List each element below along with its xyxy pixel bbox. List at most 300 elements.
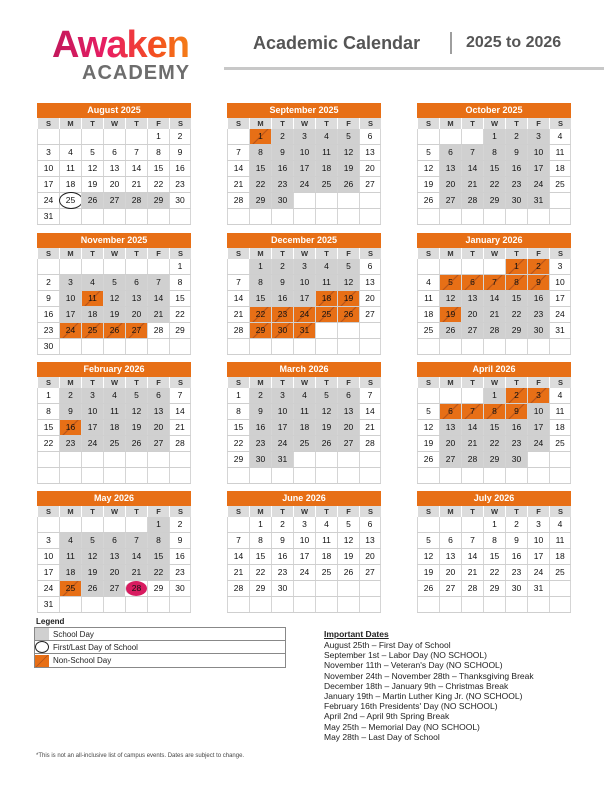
weekday-label: S xyxy=(227,248,249,259)
day-cell: 24 xyxy=(271,436,293,451)
day-cell: 9 xyxy=(271,275,293,290)
day-cell: 1 xyxy=(249,129,271,144)
day-cell: 17 xyxy=(37,565,59,580)
day-cell: 12 xyxy=(315,404,337,419)
weekday-label: F xyxy=(147,377,169,388)
day-cell: 24 xyxy=(37,581,59,596)
day-cell: 13 xyxy=(359,145,381,160)
weekday-label: S xyxy=(359,248,381,259)
week-row xyxy=(417,436,571,452)
week-row xyxy=(417,193,571,209)
empty-day-cell xyxy=(483,339,505,354)
empty-day-cell xyxy=(461,129,483,144)
weekday-header xyxy=(37,506,191,517)
day-cell: 7 xyxy=(169,388,191,403)
day-cell: 12 xyxy=(337,533,359,548)
empty-day-cell xyxy=(439,129,461,144)
day-cell: 27 xyxy=(439,193,461,208)
day-cell: 20 xyxy=(359,291,381,306)
week-row xyxy=(37,517,191,533)
day-cell: 19 xyxy=(337,161,359,176)
weekday-label: S xyxy=(37,118,59,129)
day-cell: 27 xyxy=(337,436,359,451)
empty-day-cell xyxy=(37,452,59,467)
day-cell: 4 xyxy=(315,259,337,274)
weekday-label: S xyxy=(37,248,59,259)
week-row xyxy=(227,161,381,177)
day-cell: 27 xyxy=(439,452,461,467)
day-cell: 6 xyxy=(439,533,461,548)
day-cell: 16 xyxy=(271,549,293,564)
day-cell: 21 xyxy=(461,565,483,580)
day-cell: 15 xyxy=(483,161,505,176)
day-cell: 13 xyxy=(461,291,483,306)
day-cell: 27 xyxy=(359,565,381,580)
empty-day-cell xyxy=(337,339,359,354)
day-cell: 27 xyxy=(147,436,169,451)
day-cell: 23 xyxy=(249,436,271,451)
day-cell: 5 xyxy=(103,275,125,290)
day-cell: 11 xyxy=(103,404,125,419)
day-cell: 27 xyxy=(359,177,381,192)
day-cell: 24 xyxy=(293,565,315,580)
month-title: November 2025 xyxy=(37,233,191,248)
day-cell: 14 xyxy=(461,161,483,176)
day-cell: 10 xyxy=(271,404,293,419)
weekday-label: M xyxy=(439,248,461,259)
empty-day-cell xyxy=(505,597,527,612)
week-row xyxy=(37,145,191,161)
day-cell: 5 xyxy=(337,259,359,274)
empty-day-cell xyxy=(549,452,571,467)
week-row xyxy=(37,581,191,597)
day-cell: 25 xyxy=(417,323,439,338)
day-cell: 17 xyxy=(271,420,293,435)
week-row xyxy=(37,436,191,452)
weekday-label: F xyxy=(147,506,169,517)
empty-day-cell xyxy=(549,193,571,208)
empty-day-cell xyxy=(169,597,191,612)
empty-day-cell xyxy=(505,209,527,224)
day-cell: 10 xyxy=(293,275,315,290)
day-cell: 4 xyxy=(59,533,81,548)
day-cell: 5 xyxy=(417,404,439,419)
weekday-label: F xyxy=(527,118,549,129)
month-title: July 2026 xyxy=(417,491,571,506)
week-row xyxy=(227,275,381,291)
week-row xyxy=(37,129,191,145)
day-cell: 8 xyxy=(483,404,505,419)
day-cell: 16 xyxy=(505,420,527,435)
weekday-label: M xyxy=(439,118,461,129)
important-date-item: April 2nd – April 9th Spring Break xyxy=(324,711,450,722)
weekday-label: M xyxy=(59,506,81,517)
day-cell: 30 xyxy=(271,323,293,338)
day-cell: 21 xyxy=(147,307,169,322)
week-row xyxy=(417,259,571,275)
day-cell: 13 xyxy=(439,549,461,564)
month-october-2025 xyxy=(417,103,571,225)
empty-day-cell xyxy=(125,339,147,354)
weekday-label: S xyxy=(417,248,439,259)
day-cell: 9 xyxy=(505,404,527,419)
empty-day-cell xyxy=(417,388,439,403)
day-cell: 15 xyxy=(483,420,505,435)
day-cell: 11 xyxy=(81,291,103,306)
logo-subtitle: ACADEMY xyxy=(82,62,191,84)
empty-day-cell xyxy=(549,597,571,612)
month-title: August 2025 xyxy=(37,103,191,118)
day-cell: 4 xyxy=(417,275,439,290)
day-cell: 22 xyxy=(249,177,271,192)
month-august-2025 xyxy=(37,103,191,225)
day-cell: 28 xyxy=(227,193,249,208)
day-cell: 26 xyxy=(81,581,103,596)
day-cell: 27 xyxy=(103,581,125,596)
day-cell: 11 xyxy=(59,161,81,176)
empty-day-cell xyxy=(271,209,293,224)
day-cell: 21 xyxy=(461,177,483,192)
day-cell: 13 xyxy=(439,420,461,435)
day-cell: 10 xyxy=(527,404,549,419)
academy-logo xyxy=(52,26,212,84)
empty-day-cell xyxy=(315,468,337,483)
week-row xyxy=(37,468,191,484)
day-cell: 16 xyxy=(59,420,81,435)
empty-day-cell xyxy=(527,468,549,483)
day-cell: 10 xyxy=(37,161,59,176)
empty-day-cell xyxy=(59,597,81,612)
week-row xyxy=(417,145,571,161)
legend-label: School Day xyxy=(53,629,94,639)
weekday-label: M xyxy=(59,377,81,388)
month-title: September 2025 xyxy=(227,103,381,118)
empty-day-cell xyxy=(271,339,293,354)
day-cell: 17 xyxy=(527,161,549,176)
day-cell: 7 xyxy=(461,404,483,419)
week-row xyxy=(227,565,381,581)
day-cell: 9 xyxy=(249,404,271,419)
day-cell: 20 xyxy=(359,161,381,176)
day-cell: 21 xyxy=(461,436,483,451)
day-cell: 19 xyxy=(125,420,147,435)
weekday-label: S xyxy=(37,377,59,388)
day-cell: 16 xyxy=(169,161,191,176)
day-cell: 1 xyxy=(169,259,191,274)
day-cell: 26 xyxy=(439,323,461,338)
day-cell: 22 xyxy=(147,177,169,192)
weekday-label: T xyxy=(461,118,483,129)
day-cell: 5 xyxy=(417,145,439,160)
day-cell: 13 xyxy=(359,275,381,290)
day-cell: 20 xyxy=(439,177,461,192)
week-row xyxy=(37,291,191,307)
weekday-label: W xyxy=(483,248,505,259)
weekday-label: T xyxy=(125,506,147,517)
day-cell: 11 xyxy=(293,404,315,419)
weekday-header xyxy=(37,248,191,259)
day-cell: 26 xyxy=(315,436,337,451)
empty-day-cell xyxy=(549,209,571,224)
empty-day-cell xyxy=(227,259,249,274)
empty-day-cell xyxy=(461,517,483,532)
day-cell: 3 xyxy=(37,533,59,548)
empty-day-cell xyxy=(439,468,461,483)
empty-day-cell xyxy=(81,209,103,224)
legend-item-school-day xyxy=(35,628,285,641)
week-row xyxy=(227,404,381,420)
day-cell: 25 xyxy=(549,565,571,580)
day-cell: 20 xyxy=(439,436,461,451)
weekday-label: S xyxy=(37,506,59,517)
day-cell: 15 xyxy=(147,549,169,564)
empty-day-cell xyxy=(359,193,381,208)
empty-day-cell xyxy=(337,581,359,596)
week-row xyxy=(227,129,381,145)
day-cell: 6 xyxy=(103,145,125,160)
day-cell: 31 xyxy=(527,193,549,208)
day-cell: 12 xyxy=(417,549,439,564)
day-cell: 29 xyxy=(147,193,169,208)
day-cell: 5 xyxy=(417,533,439,548)
month-title: March 2026 xyxy=(227,362,381,377)
empty-day-cell xyxy=(293,339,315,354)
month-may-2026 xyxy=(37,491,191,613)
empty-day-cell xyxy=(315,193,337,208)
empty-day-cell xyxy=(505,339,527,354)
empty-day-cell xyxy=(59,129,81,144)
empty-day-cell xyxy=(227,468,249,483)
empty-day-cell xyxy=(417,517,439,532)
empty-day-cell xyxy=(439,517,461,532)
weekday-label: S xyxy=(169,377,191,388)
weekday-header xyxy=(227,506,381,517)
week-row xyxy=(37,533,191,549)
weekday-label: T xyxy=(81,118,103,129)
empty-day-cell xyxy=(439,259,461,274)
weekday-header xyxy=(37,377,191,388)
empty-day-cell xyxy=(103,597,125,612)
day-cell: 30 xyxy=(505,193,527,208)
day-cell: 4 xyxy=(59,145,81,160)
day-cell: 26 xyxy=(81,193,103,208)
day-cell: 17 xyxy=(37,177,59,192)
empty-day-cell xyxy=(59,339,81,354)
day-cell: 29 xyxy=(483,193,505,208)
day-cell: 21 xyxy=(359,420,381,435)
day-cell: 19 xyxy=(337,549,359,564)
week-row xyxy=(417,209,571,225)
day-cell: 22 xyxy=(147,565,169,580)
week-row xyxy=(417,388,571,404)
day-cell: 28 xyxy=(227,323,249,338)
weekday-label: S xyxy=(549,248,571,259)
empty-day-cell xyxy=(359,452,381,467)
day-cell: 12 xyxy=(103,291,125,306)
day-cell: 10 xyxy=(37,549,59,564)
day-cell: 20 xyxy=(359,549,381,564)
day-cell: 31 xyxy=(37,597,59,612)
day-cell: 18 xyxy=(81,307,103,322)
empty-day-cell xyxy=(417,468,439,483)
day-cell: 7 xyxy=(461,145,483,160)
empty-day-cell xyxy=(147,339,169,354)
week-row xyxy=(417,581,571,597)
empty-day-cell xyxy=(337,209,359,224)
day-cell: 9 xyxy=(505,145,527,160)
empty-day-cell xyxy=(315,597,337,612)
month-november-2025 xyxy=(37,233,191,355)
day-cell: 11 xyxy=(59,549,81,564)
empty-day-cell xyxy=(315,452,337,467)
day-cell: 3 xyxy=(293,259,315,274)
day-cell: 15 xyxy=(249,291,271,306)
day-cell: 12 xyxy=(81,161,103,176)
day-cell: 24 xyxy=(293,177,315,192)
week-row xyxy=(417,307,571,323)
day-cell: 22 xyxy=(505,307,527,322)
day-cell: 22 xyxy=(37,436,59,451)
day-cell: 29 xyxy=(249,193,271,208)
empty-day-cell xyxy=(169,452,191,467)
day-cell: 26 xyxy=(103,323,125,338)
day-cell: 6 xyxy=(439,145,461,160)
empty-day-cell xyxy=(125,259,147,274)
day-cell: 2 xyxy=(527,259,549,274)
day-cell: 23 xyxy=(59,436,81,451)
day-cell: 30 xyxy=(505,452,527,467)
day-cell: 9 xyxy=(37,291,59,306)
day-cell: 21 xyxy=(483,307,505,322)
day-cell: 2 xyxy=(249,388,271,403)
footnote: *This is not an all-inclusive list of campus events. Dates are subject to change. xyxy=(36,753,245,759)
day-cell: 4 xyxy=(293,388,315,403)
empty-day-cell xyxy=(461,339,483,354)
day-cell: 14 xyxy=(169,404,191,419)
empty-day-cell xyxy=(147,452,169,467)
day-cell: 6 xyxy=(337,388,359,403)
day-cell: 22 xyxy=(249,307,271,322)
empty-day-cell xyxy=(359,597,381,612)
day-cell: 9 xyxy=(59,404,81,419)
day-cell: 23 xyxy=(37,323,59,338)
header-rule xyxy=(224,67,604,70)
empty-day-cell xyxy=(37,468,59,483)
day-cell: 2 xyxy=(169,517,191,532)
day-cell: 20 xyxy=(103,177,125,192)
weekday-label: T xyxy=(125,118,147,129)
day-cell: 10 xyxy=(59,291,81,306)
day-cell: 14 xyxy=(227,291,249,306)
day-cell: 12 xyxy=(81,549,103,564)
empty-day-cell xyxy=(169,468,191,483)
week-row xyxy=(37,388,191,404)
day-cell: 18 xyxy=(549,549,571,564)
day-cell: 25 xyxy=(293,436,315,451)
day-cell: 6 xyxy=(359,259,381,274)
empty-day-cell xyxy=(81,259,103,274)
empty-day-cell xyxy=(81,339,103,354)
weekday-label: S xyxy=(549,377,571,388)
day-cell: 29 xyxy=(505,323,527,338)
empty-day-cell xyxy=(315,209,337,224)
day-cell: 20 xyxy=(147,420,169,435)
weekday-label: W xyxy=(293,506,315,517)
day-cell: 25 xyxy=(59,581,81,596)
empty-day-cell xyxy=(81,468,103,483)
day-cell: 16 xyxy=(271,161,293,176)
empty-day-cell xyxy=(59,517,81,532)
day-cell: 20 xyxy=(103,565,125,580)
day-cell: 5 xyxy=(315,388,337,403)
day-cell: 17 xyxy=(59,307,81,322)
empty-day-cell xyxy=(103,468,125,483)
empty-day-cell xyxy=(147,597,169,612)
day-cell: 13 xyxy=(337,404,359,419)
legend-item-first-last-day xyxy=(35,641,285,654)
day-cell: 16 xyxy=(271,291,293,306)
day-cell: 12 xyxy=(417,161,439,176)
day-cell: 8 xyxy=(147,533,169,548)
day-cell: 10 xyxy=(527,145,549,160)
day-cell: 29 xyxy=(249,581,271,596)
empty-day-cell xyxy=(227,517,249,532)
weekday-label: S xyxy=(227,377,249,388)
day-cell: 21 xyxy=(125,177,147,192)
week-row xyxy=(227,323,381,339)
day-cell: 14 xyxy=(147,291,169,306)
day-cell: 29 xyxy=(169,323,191,338)
day-cell: 18 xyxy=(315,291,337,306)
empty-day-cell xyxy=(527,209,549,224)
week-row xyxy=(227,291,381,307)
day-cell: 2 xyxy=(37,275,59,290)
day-cell: 26 xyxy=(417,581,439,596)
day-cell: 3 xyxy=(527,129,549,144)
day-cell: 3 xyxy=(81,388,103,403)
week-row xyxy=(227,517,381,533)
empty-day-cell xyxy=(125,517,147,532)
week-row xyxy=(417,597,571,613)
day-cell: 1 xyxy=(483,388,505,403)
day-cell: 14 xyxy=(125,549,147,564)
weekday-label: T xyxy=(81,248,103,259)
weekday-label: T xyxy=(461,506,483,517)
day-cell: 6 xyxy=(147,388,169,403)
day-cell: 27 xyxy=(439,581,461,596)
empty-day-cell xyxy=(81,597,103,612)
day-cell: 8 xyxy=(483,533,505,548)
empty-day-cell xyxy=(359,581,381,596)
empty-day-cell xyxy=(359,339,381,354)
week-row xyxy=(37,323,191,339)
day-cell: 7 xyxy=(125,533,147,548)
empty-day-cell xyxy=(227,339,249,354)
important-dates-list xyxy=(324,640,534,742)
empty-day-cell xyxy=(483,597,505,612)
day-cell: 30 xyxy=(271,193,293,208)
day-cell: 18 xyxy=(59,177,81,192)
day-cell: 26 xyxy=(417,452,439,467)
day-cell: 28 xyxy=(125,193,147,208)
day-cell: 19 xyxy=(417,436,439,451)
week-row xyxy=(37,209,191,225)
day-cell: 20 xyxy=(461,307,483,322)
title-divider xyxy=(450,32,452,54)
empty-day-cell xyxy=(315,581,337,596)
weekday-label: T xyxy=(125,377,147,388)
day-cell: 27 xyxy=(359,307,381,322)
